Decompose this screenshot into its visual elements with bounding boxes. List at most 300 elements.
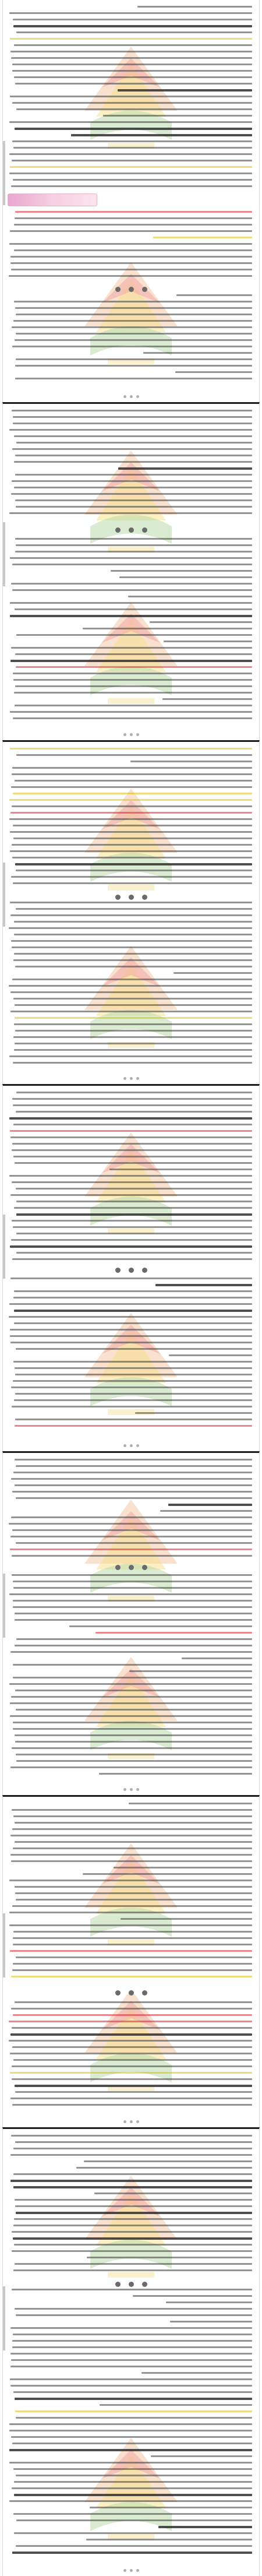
text-line bbox=[14, 921, 252, 923]
text-line bbox=[13, 1728, 252, 1730]
text-line bbox=[169, 1354, 252, 1356]
text-line bbox=[12, 1747, 252, 1749]
text-line bbox=[15, 1886, 252, 1888]
text-line bbox=[12, 1969, 252, 1971]
text-line bbox=[10, 850, 252, 852]
footer-dot-icon bbox=[123, 733, 126, 736]
text-line bbox=[10, 991, 252, 993]
text-line bbox=[15, 2199, 252, 2201]
text-line bbox=[13, 2186, 252, 2188]
text-line bbox=[9, 2021, 252, 2022]
separator-dot-icon bbox=[142, 2282, 147, 2287]
text-line bbox=[12, 1491, 252, 1493]
text-line bbox=[11, 2008, 252, 2010]
text-line bbox=[11, 647, 252, 649]
text-line bbox=[13, 1104, 252, 1106]
separator-dot-icon bbox=[142, 1268, 147, 1273]
text-line bbox=[14, 487, 252, 488]
text-line bbox=[16, 634, 252, 636]
text-line bbox=[118, 467, 252, 470]
text-line bbox=[14, 301, 252, 302]
text-line bbox=[12, 844, 252, 846]
text-line bbox=[15, 1841, 252, 1843]
footer-dot-icon bbox=[136, 733, 139, 736]
text-line bbox=[15, 2141, 252, 2143]
text-line bbox=[13, 998, 252, 1000]
text-line bbox=[15, 1017, 252, 1019]
text-line bbox=[9, 1055, 252, 1057]
text-line bbox=[12, 326, 252, 328]
text-line bbox=[16, 2417, 252, 2419]
text-line bbox=[13, 2513, 252, 2515]
text-line bbox=[11, 2436, 252, 2438]
text-line bbox=[13, 2173, 252, 2175]
text-line bbox=[15, 1367, 252, 1369]
text-line bbox=[13, 2468, 252, 2470]
text-line bbox=[12, 805, 252, 807]
text-line bbox=[11, 493, 252, 495]
text-line bbox=[15, 2263, 252, 2265]
text-line bbox=[15, 1419, 252, 1420]
text-line bbox=[15, 1425, 252, 1427]
text-line bbox=[10, 2327, 252, 2329]
text-line bbox=[109, 1169, 252, 1170]
text-line bbox=[15, 2410, 252, 2412]
text-line bbox=[10, 2385, 252, 2387]
footer-dot-icon bbox=[136, 2120, 139, 2123]
text-line bbox=[13, 2059, 252, 2061]
separator-dot-icon bbox=[129, 1565, 134, 1570]
footer-dot-icon bbox=[123, 2569, 126, 2572]
text-line bbox=[12, 1406, 252, 1407]
text-line bbox=[15, 365, 252, 367]
text-line bbox=[9, 512, 252, 514]
text-line bbox=[130, 761, 252, 762]
text-line bbox=[9, 2423, 252, 2425]
text-line bbox=[114, 1867, 252, 1868]
text-line bbox=[11, 2135, 252, 2137]
text-line bbox=[129, 1803, 252, 1804]
text-line bbox=[13, 320, 252, 322]
text-line bbox=[11, 1696, 252, 1698]
text-line bbox=[10, 1011, 252, 1012]
text-line bbox=[9, 1303, 252, 1305]
text-line bbox=[100, 2404, 252, 2406]
text-line bbox=[12, 1181, 252, 1183]
book-page-6 bbox=[2, 1795, 260, 2127]
text-line bbox=[12, 589, 252, 591]
text-line bbox=[10, 1536, 252, 1537]
separator-dot-icon bbox=[142, 1990, 147, 1996]
footer-dot-icon bbox=[136, 2569, 139, 2572]
text-line bbox=[10, 2353, 252, 2355]
three-dot-separator-icon bbox=[3, 2281, 259, 2288]
footer-dot-icon bbox=[130, 2569, 133, 2572]
text-line bbox=[14, 44, 252, 46]
text-line bbox=[11, 876, 252, 878]
text-line bbox=[16, 666, 252, 668]
text-line bbox=[9, 1880, 252, 1881]
text-line bbox=[11, 786, 252, 788]
text-line bbox=[10, 1194, 252, 1196]
highlight-bar bbox=[8, 193, 97, 206]
text-line bbox=[12, 1574, 252, 1576]
text-line bbox=[174, 972, 252, 974]
text-line bbox=[14, 934, 252, 935]
text-line bbox=[16, 1497, 252, 1499]
text-line bbox=[12, 767, 252, 769]
text-line bbox=[11, 57, 252, 59]
text-line bbox=[9, 153, 253, 155]
text-line bbox=[168, 1504, 252, 1506]
text-line bbox=[15, 474, 252, 476]
text-line bbox=[12, 1828, 252, 1830]
text-line bbox=[15, 685, 252, 687]
text-line bbox=[166, 2301, 252, 2303]
text-line bbox=[13, 959, 252, 961]
text-line bbox=[13, 673, 252, 674]
text-line bbox=[13, 1677, 252, 1678]
text-line bbox=[16, 333, 252, 335]
text-line bbox=[71, 134, 252, 136]
text-line bbox=[16, 1348, 252, 1350]
text-line bbox=[76, 2167, 252, 2169]
text-line bbox=[14, 2532, 252, 2534]
separator-dot-icon bbox=[129, 2282, 134, 2287]
text-line bbox=[13, 1963, 252, 1965]
text-line bbox=[16, 1233, 252, 1234]
text-line bbox=[12, 2104, 252, 2106]
text-line bbox=[9, 1175, 252, 1177]
text-line bbox=[12, 2443, 252, 2444]
text-line bbox=[10, 1329, 252, 1331]
text-line bbox=[94, 2193, 252, 2194]
text-line bbox=[14, 692, 252, 694]
separator-dot-icon bbox=[129, 527, 134, 533]
text-line bbox=[121, 1918, 252, 1920]
text-line bbox=[15, 211, 252, 213]
text-line bbox=[15, 863, 252, 865]
text-line bbox=[13, 2391, 252, 2393]
text-line bbox=[118, 89, 252, 92]
text-line bbox=[15, 83, 252, 85]
text-line bbox=[10, 2378, 252, 2380]
text-line bbox=[15, 608, 252, 610]
text-line bbox=[83, 1873, 252, 1875]
text-line bbox=[13, 2148, 252, 2149]
text-line bbox=[13, 1722, 252, 1723]
text-line bbox=[15, 1741, 252, 1743]
text-line bbox=[14, 1290, 252, 1292]
text-line bbox=[12, 480, 252, 482]
text-line bbox=[16, 1213, 252, 1216]
text-line bbox=[9, 1593, 252, 1595]
text-line bbox=[13, 416, 252, 418]
text-line bbox=[12, 1905, 252, 1907]
text-line bbox=[16, 2545, 252, 2547]
text-line bbox=[9, 2430, 252, 2431]
text-line bbox=[12, 2552, 252, 2554]
footer-dot-icon bbox=[130, 1444, 133, 1447]
text-line bbox=[15, 1030, 252, 1032]
text-line bbox=[13, 793, 252, 794]
text-line bbox=[15, 2085, 252, 2087]
separator-dot-icon bbox=[142, 287, 147, 292]
text-line bbox=[16, 2212, 252, 2214]
text-line bbox=[12, 448, 252, 450]
text-line bbox=[14, 1049, 252, 1051]
text-line bbox=[15, 2308, 252, 2310]
text-line bbox=[176, 294, 252, 296]
separator-dot-icon bbox=[115, 2282, 121, 2287]
text-line bbox=[11, 1478, 252, 1480]
text-line bbox=[14, 435, 252, 437]
text-line bbox=[14, 2481, 252, 2483]
text-line bbox=[9, 12, 253, 14]
text-line bbox=[14, 1207, 252, 1209]
text-line bbox=[13, 679, 252, 681]
text-line bbox=[16, 1542, 252, 1544]
text-line bbox=[12, 410, 252, 411]
text-line bbox=[16, 506, 252, 508]
text-line bbox=[10, 51, 252, 52]
text-line bbox=[158, 2526, 252, 2528]
text-line bbox=[14, 76, 252, 78]
text-line bbox=[15, 1645, 252, 1646]
text-line bbox=[143, 352, 252, 354]
text-line bbox=[10, 1342, 252, 1343]
text-line bbox=[10, 812, 252, 814]
text-line bbox=[13, 882, 252, 884]
text-line bbox=[16, 1760, 252, 1762]
separator-dot-icon bbox=[129, 1268, 134, 1273]
text-line bbox=[15, 1043, 252, 1044]
text-line bbox=[13, 1587, 252, 1589]
text-line bbox=[12, 979, 252, 980]
text-line bbox=[12, 1809, 252, 1811]
text-line bbox=[15, 339, 252, 341]
text-line bbox=[15, 1892, 252, 1894]
text-line bbox=[10, 2154, 252, 2156]
book-page-2 bbox=[2, 402, 260, 740]
text-line bbox=[141, 2372, 252, 2374]
text-line bbox=[11, 185, 252, 187]
text-line bbox=[10, 2053, 252, 2054]
text-line bbox=[12, 160, 252, 161]
text-line bbox=[99, 1773, 252, 1775]
page-footer-marker bbox=[3, 732, 259, 737]
text-line bbox=[11, 2359, 252, 2361]
text-line bbox=[135, 1412, 252, 1414]
text-line bbox=[13, 837, 252, 839]
text-line bbox=[16, 1201, 252, 1202]
text-line bbox=[15, 499, 252, 501]
text-line bbox=[10, 1835, 252, 1836]
text-line bbox=[10, 1854, 252, 1856]
text-line bbox=[11, 1516, 252, 1518]
text-line bbox=[16, 1111, 252, 1113]
text-line bbox=[16, 358, 252, 360]
page-footer-marker bbox=[3, 394, 259, 399]
separator-dot-icon bbox=[115, 1565, 121, 1570]
text-line bbox=[10, 1766, 252, 1768]
text-line bbox=[13, 1606, 252, 1608]
book-page-7 bbox=[2, 2127, 260, 2576]
text-line bbox=[13, 1036, 252, 1038]
text-line bbox=[13, 1664, 252, 1666]
text-line bbox=[10, 1335, 252, 1337]
text-line bbox=[10, 1549, 252, 1550]
text-line bbox=[12, 64, 252, 65]
three-dot-separator-icon bbox=[3, 1564, 259, 1571]
text-line bbox=[16, 2519, 252, 2521]
text-line bbox=[9, 818, 252, 820]
text-line bbox=[12, 1220, 252, 1222]
text-line bbox=[15, 455, 252, 456]
text-line bbox=[12, 2027, 252, 2029]
text-line bbox=[16, 314, 252, 315]
text-line bbox=[10, 1245, 252, 1248]
text-line bbox=[10, 2180, 252, 2182]
text-line bbox=[16, 1188, 252, 1190]
separator-dot-icon bbox=[129, 895, 134, 900]
footer-dot-icon bbox=[130, 1077, 133, 1080]
text-line bbox=[15, 1459, 252, 1461]
text-line bbox=[10, 1130, 252, 1132]
text-line bbox=[15, 1162, 252, 1164]
text-line bbox=[153, 237, 252, 238]
text-line bbox=[16, 1638, 252, 1640]
text-line bbox=[9, 243, 252, 245]
text-line bbox=[12, 2065, 252, 2067]
text-line bbox=[9, 799, 252, 801]
text-line bbox=[182, 1657, 252, 1659]
text-line bbox=[11, 1239, 252, 1241]
text-line bbox=[95, 1632, 252, 1634]
text-line bbox=[15, 2398, 252, 2400]
separator-dot-icon bbox=[115, 1268, 121, 1273]
text-line bbox=[10, 2072, 252, 2074]
text-line bbox=[11, 940, 252, 942]
text-line bbox=[12, 346, 252, 347]
separator-dot-icon bbox=[142, 895, 147, 900]
text-line bbox=[12, 1143, 252, 1145]
text-line bbox=[111, 570, 252, 572]
footer-dot-icon bbox=[123, 395, 126, 398]
text-line bbox=[9, 1316, 252, 1318]
text-line bbox=[162, 698, 252, 700]
text-line bbox=[9, 2449, 252, 2451]
text-line bbox=[15, 551, 252, 552]
text-line bbox=[16, 442, 252, 444]
text-line bbox=[175, 371, 252, 373]
separator-dot-icon bbox=[142, 527, 147, 533]
text-line bbox=[15, 307, 252, 309]
text-line bbox=[14, 953, 252, 955]
text-line bbox=[13, 1944, 252, 1945]
text-line bbox=[13, 2225, 252, 2226]
text-line bbox=[90, 2507, 252, 2508]
text-line bbox=[15, 1619, 253, 1621]
text-line bbox=[137, 6, 252, 8]
text-line bbox=[10, 831, 252, 833]
three-dot-separator-icon bbox=[3, 526, 259, 533]
text-line bbox=[15, 217, 252, 219]
text-line bbox=[13, 825, 252, 826]
text-line bbox=[12, 1529, 252, 1531]
text-line bbox=[13, 1380, 252, 1382]
text-line bbox=[12, 946, 252, 948]
page-footer-marker bbox=[3, 1443, 259, 1448]
text-line bbox=[16, 1956, 252, 1958]
text-line bbox=[9, 173, 252, 174]
page-edge-tab bbox=[3, 2286, 5, 2350]
book-page-5 bbox=[2, 1451, 260, 1795]
text-line bbox=[13, 1847, 252, 1849]
text-line bbox=[133, 2295, 252, 2297]
footer-dot-icon bbox=[130, 2120, 133, 2123]
footer-dot-icon bbox=[136, 1444, 139, 1447]
text-line bbox=[119, 576, 252, 578]
text-line bbox=[128, 596, 252, 597]
text-line bbox=[12, 2487, 252, 2489]
text-line bbox=[10, 1651, 252, 1653]
text-line bbox=[10, 166, 252, 168]
text-line bbox=[12, 2046, 252, 2048]
book-page-3 bbox=[2, 740, 260, 1084]
text-line bbox=[10, 256, 252, 258]
text-line bbox=[13, 147, 252, 149]
text-line bbox=[10, 1136, 252, 1138]
text-line bbox=[11, 269, 252, 270]
text-line bbox=[9, 1523, 252, 1525]
text-line bbox=[10, 660, 252, 662]
text-line bbox=[12, 773, 252, 775]
text-line bbox=[13, 1815, 252, 1817]
text-line bbox=[103, 115, 252, 117]
page-footer-marker bbox=[3, 2119, 259, 2124]
text-line bbox=[15, 2091, 252, 2093]
three-dot-separator-icon bbox=[3, 1989, 259, 1996]
text-line bbox=[10, 2366, 252, 2367]
footer-dot-icon bbox=[136, 395, 139, 398]
text-line bbox=[14, 249, 252, 251]
text-line bbox=[13, 717, 252, 719]
text-line bbox=[15, 653, 252, 655]
text-line bbox=[16, 1252, 252, 1254]
text-line bbox=[12, 140, 252, 142]
text-line bbox=[10, 914, 252, 916]
text-line bbox=[12, 1098, 252, 1100]
text-line bbox=[10, 38, 252, 40]
text-line bbox=[13, 1472, 252, 1473]
separator-dot-icon bbox=[142, 1565, 147, 1570]
text-line bbox=[9, 927, 252, 929]
text-line bbox=[9, 121, 252, 123]
text-line bbox=[10, 2033, 253, 2036]
text-line bbox=[12, 857, 252, 858]
text-line bbox=[16, 1092, 252, 1093]
text-line bbox=[12, 2340, 252, 2342]
text-line bbox=[13, 1600, 252, 1602]
text-line bbox=[12, 2346, 252, 2348]
text-line bbox=[155, 1284, 252, 1286]
text-line bbox=[10, 711, 252, 713]
text-line bbox=[10, 748, 252, 749]
text-line bbox=[10, 1715, 252, 1717]
footer-dot-icon bbox=[136, 1788, 139, 1791]
text-line bbox=[15, 1613, 252, 1614]
